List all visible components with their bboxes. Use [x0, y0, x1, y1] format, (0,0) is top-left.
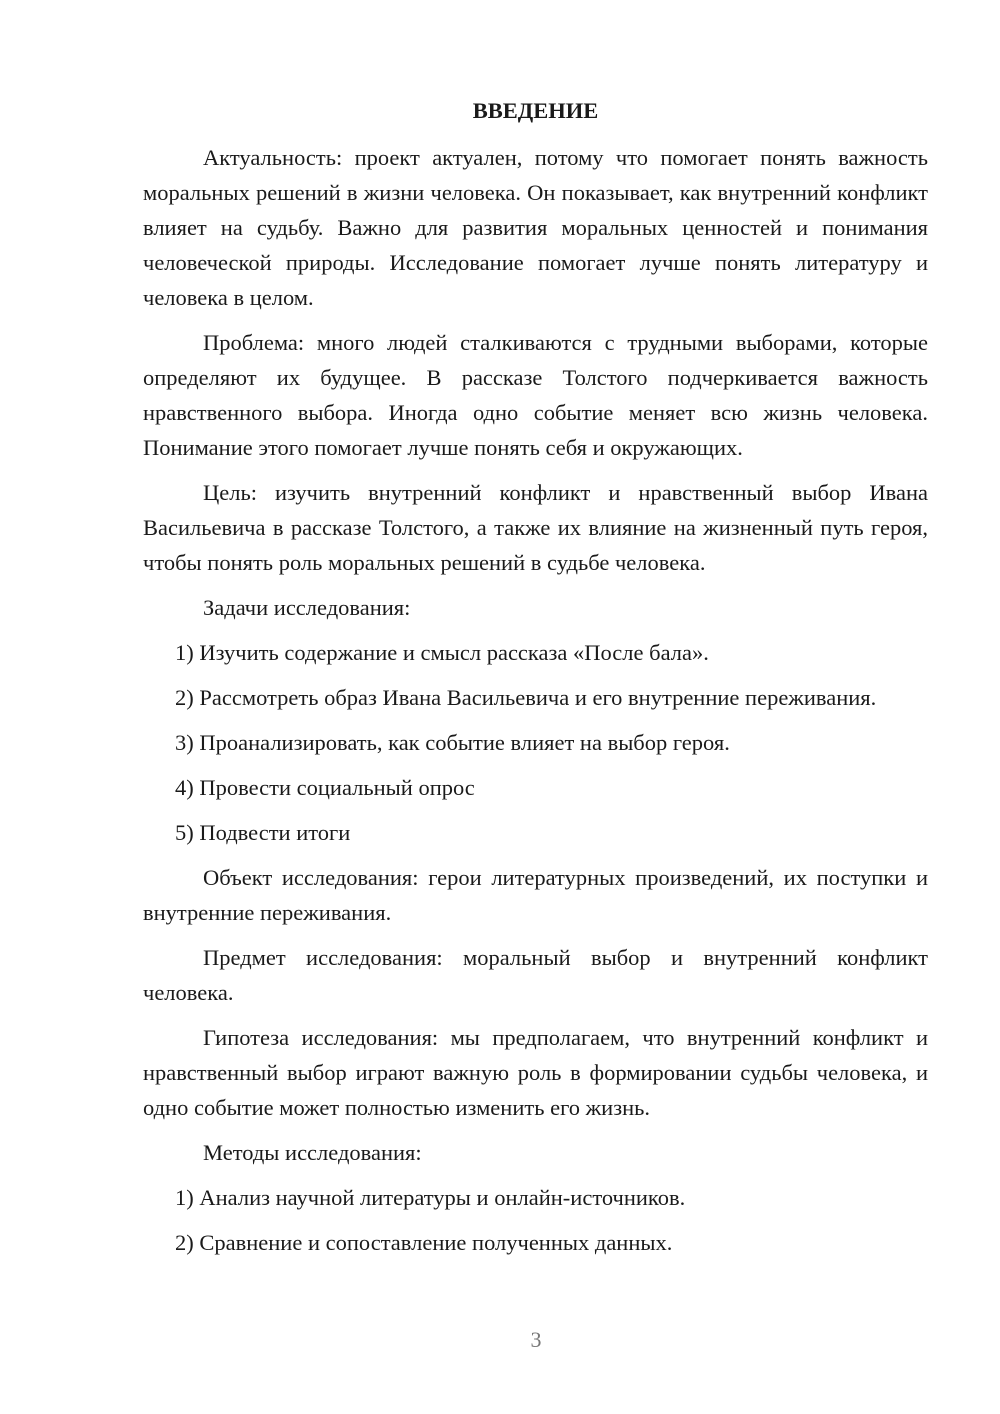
method-item: 1) Анализ научной литературы и онлайн-источников.	[175, 1185, 686, 1210]
goal-paragraph: Цель: изучить внутренний конфликт и нравственный выбор Ивана Васильевича в рассказе Толстого, а также их влияние на жизненный путь героя, чтобы понять роль моральных решений в судьбе человека.	[143, 480, 928, 575]
subject-paragraph: Предмет исследования: моральный выбор и внутренний конфликт человека.	[143, 945, 928, 1005]
task-item: 5) Подвести итоги	[175, 820, 351, 845]
task-item: 1) Изучить содержание и смысл рассказа «После бала».	[175, 640, 709, 665]
tasks-title: Задачи исследования:	[203, 595, 411, 620]
page-number: 3	[530, 1327, 542, 1352]
relevance-paragraph: Актуальность: проект актуален, потому что помогает понять важность моральных решений в жизни человека. Он показывает, как внутренний конфликт влияет на судьбу. Важно для развития моральных ценностей и понимания человеческой природы. Исследование помогает лучше понять литературу и человека в целом.	[143, 145, 928, 310]
task-item: 3) Проанализировать, как событие влияет на выбор героя.	[175, 730, 730, 755]
methods-title: Методы исследования:	[203, 1140, 422, 1165]
problem-paragraph: Проблема: много людей сталкиваются с трудными выборами, которые определяют их будущее. В рассказе Толстого подчеркивается важность нравственного выбора. Иногда одно событие меняет всю жизнь человека. Понимание этого помогает лучше понять себя и окружающих.	[143, 330, 928, 460]
hypothesis-paragraph: Гипотеза исследования: мы предполагаем, что внутренний конфликт и нравственный выбор играют важную роль в формировании судьбы человека, и одно событие может полностью изменить его жизнь.	[143, 1025, 928, 1120]
task-item: 2) Рассмотреть образ Ивана Васильевича и его внутренние переживания.	[175, 685, 877, 710]
page-heading: ВВЕДЕНИЕ	[472, 98, 599, 123]
object-paragraph: Объект исследования: герои литературных произведений, их поступки и внутренние переживания.	[143, 865, 928, 925]
task-item: 4) Провести социальный опрос	[175, 775, 475, 800]
method-item: 2) Сравнение и сопоставление полученных данных.	[175, 1230, 673, 1255]
page-content	[143, 93, 928, 1270]
